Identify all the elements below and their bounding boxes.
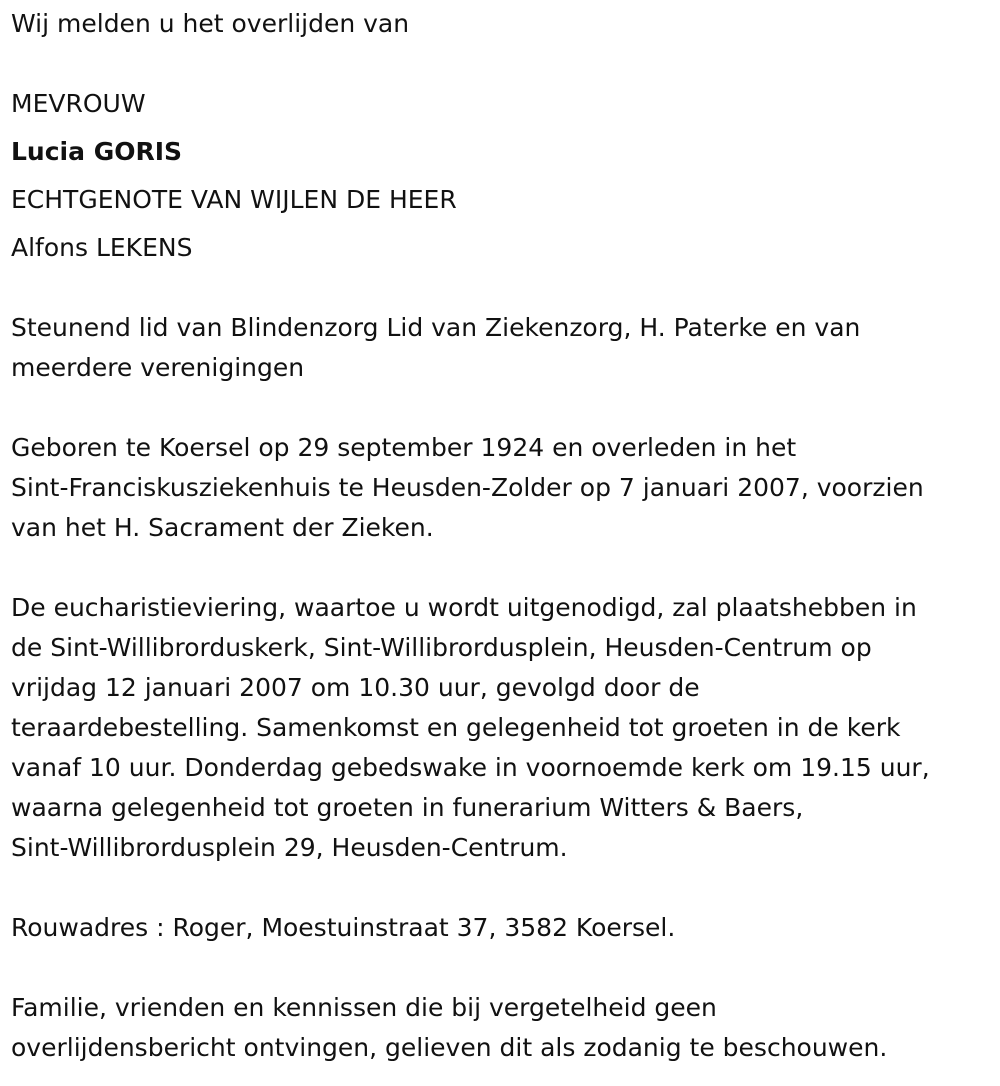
closing-line: Familie, vrienden en kennissen die bij vergetelheid geen (11, 993, 717, 1022)
membership-line: meerdere verenigingen (11, 353, 305, 382)
closing-paragraph (11, 988, 991, 1068)
membership-line: Steunend lid van Blindenzorg Lid van Ziekenzorg, H. Paterke en van (11, 313, 861, 342)
ceremony-line: vrijdag 12 januari 2007 om 10.30 uur, gevolgd door de (11, 673, 700, 702)
closing-line: overlijdensbericht ontvingen, gelieven dit als zodanig te beschouwen. (11, 1033, 888, 1062)
birth-death-line: van het H. Sacrament der Zieken. (11, 513, 434, 542)
ceremony-line: de Sint-Willibrorduskerk, Sint-Willibrordusplein, Heusden-Centrum op (11, 633, 872, 662)
ceremony-line: Sint-Willibrordusplein 29, Heusden-Centrum. (11, 833, 568, 862)
birth-death-paragraph (11, 428, 991, 548)
spouse-name: Alfons LEKENS (11, 233, 193, 262)
honorific-title: MEVROUW (11, 89, 146, 118)
ceremony-paragraph (11, 588, 991, 868)
birth-death-line: Sint-Franciskusziekenhuis te Heusden-Zolder op 7 januari 2007, voorzien (11, 473, 924, 502)
death-notice (11, 4, 991, 1068)
membership-paragraph (11, 308, 991, 388)
deceased-name: Lucia GORIS (11, 137, 183, 166)
intro-text: Wij melden u het overlijden van (11, 9, 410, 38)
mourning-address: Rouwadres : Roger, Moestuinstraat 37, 3582 Koersel. (11, 913, 676, 942)
ceremony-line: De eucharistieviering, waartoe u wordt uitgenodigd, zal plaatshebben in (11, 593, 917, 622)
spouse-prefix: ECHTGENOTE VAN WIJLEN DE HEER (11, 185, 457, 214)
birth-death-line: Geboren te Koersel op 29 september 1924 en overleden in het (11, 433, 797, 462)
ceremony-line: waarna gelegenheid tot groeten in funerarium Witters & Baers, (11, 793, 804, 822)
ceremony-line: teraardebestelling. Samenkomst en gelegenheid tot groeten in de kerk (11, 713, 901, 742)
ceremony-line: vanaf 10 uur. Donderdag gebedswake in voornoemde kerk om 19.15 uur, (11, 753, 930, 782)
